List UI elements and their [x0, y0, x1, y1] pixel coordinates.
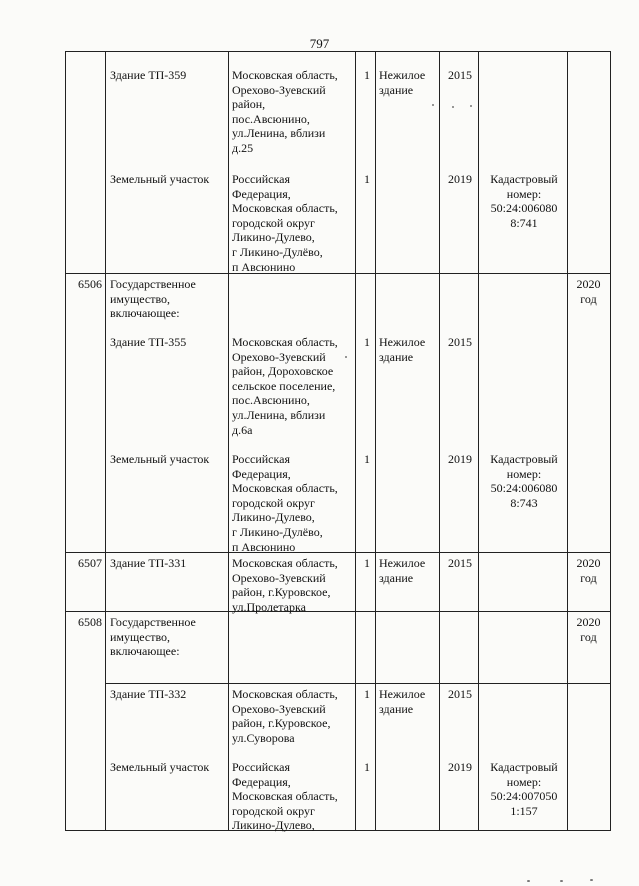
item-type: Нежилое здание	[379, 556, 426, 585]
item-quantity: 1	[364, 452, 370, 466]
column-divider	[228, 51, 229, 831]
item-year: 2015	[448, 68, 472, 82]
scan-speck	[527, 880, 530, 882]
item-type: Нежилое здание	[379, 68, 426, 97]
item-cadastral-number: Кадастровый номер: 50:24:007050 1:157	[490, 760, 558, 818]
table-border-right	[610, 51, 611, 831]
column-divider	[375, 51, 376, 831]
item-quantity: 1	[364, 556, 370, 570]
item-name: Здание ТП-332	[110, 687, 187, 701]
item-year: 2019	[448, 760, 472, 774]
scan-speck	[590, 879, 593, 881]
scan-speck	[345, 356, 347, 358]
item-name: Земельный участок	[110, 760, 210, 774]
item-year: 2015	[448, 687, 472, 701]
item-address: Московская область, Орехово-Зуевский район, г.Куровское, ул.Пролетарка	[232, 556, 338, 614]
item-address: Московская область, Орехово-Зуевский район, г.Куровское, ул.Суворова	[232, 687, 338, 745]
item-address: Московская область, Орехово-Зуевский район, Дороховское сельское поселение, пос.Авсюнино, ул.Ленина, вблизи д.6а	[232, 335, 338, 437]
page-number: 797	[309, 36, 330, 51]
row-number: 6508	[78, 615, 102, 629]
column-divider	[439, 51, 440, 831]
item-name: Здание ТП-355	[110, 335, 187, 349]
scan-speck	[560, 880, 563, 882]
group-name: Государственное имущество, включающее:	[110, 615, 196, 659]
table-border-left	[65, 51, 66, 831]
item-cadastral-number: Кадастровый номер: 50:24:006080 8:741	[490, 172, 558, 230]
table-border-top	[65, 51, 611, 52]
item-address: Российская Федерация, Московская область, городской округ Ликино-Дулево, г Ликино-Дулёво, п Авсюнино	[232, 172, 338, 274]
item-type: Нежилое здание	[379, 687, 426, 716]
item-type: Нежилое здание	[379, 335, 426, 364]
row-number: 6506	[78, 277, 102, 291]
item-year: 2019	[448, 172, 472, 186]
scan-speck	[432, 104, 434, 106]
item-cadastral-number: Кадастровый номер: 50:24:006080 8:743	[490, 452, 558, 510]
inclusion-year: 2020 год	[576, 556, 601, 585]
item-address: Российская Федерация, Московская область, городской округ Ликино-Дулево,	[232, 760, 338, 833]
item-name: Земельный участок	[110, 452, 210, 466]
item-quantity: 1	[364, 687, 370, 701]
subrow-divider	[105, 683, 611, 684]
item-name: Здание ТП-359	[110, 68, 187, 82]
group-name: Государственное имущество, включающее:	[110, 277, 196, 321]
item-year: 2019	[448, 452, 472, 466]
inclusion-year: 2020 год	[576, 615, 601, 644]
scan-speck	[470, 105, 472, 107]
item-quantity: 1	[364, 760, 370, 774]
item-name: Земельный участок	[110, 172, 210, 186]
row-number: 6507	[78, 556, 102, 570]
item-year: 2015	[448, 335, 472, 349]
item-quantity: 1	[364, 172, 370, 186]
item-address: Московская область, Орехово-Зуевский район, пос.Авсюнино, ул.Ленина, вблизи д.25	[232, 68, 338, 155]
item-address: Российская Федерация, Московская область, городской округ Ликино-Дулево, г Ликино-Дулёво, п Авсюнино	[232, 452, 338, 554]
item-name: Здание ТП-331	[110, 556, 187, 570]
column-divider	[567, 51, 568, 831]
item-quantity: 1	[364, 335, 370, 349]
column-divider	[105, 51, 106, 831]
item-quantity: 1	[364, 68, 370, 82]
column-divider	[478, 51, 479, 831]
inclusion-year: 2020 год	[576, 277, 601, 306]
item-year: 2015	[448, 556, 472, 570]
scan-speck	[452, 106, 454, 108]
